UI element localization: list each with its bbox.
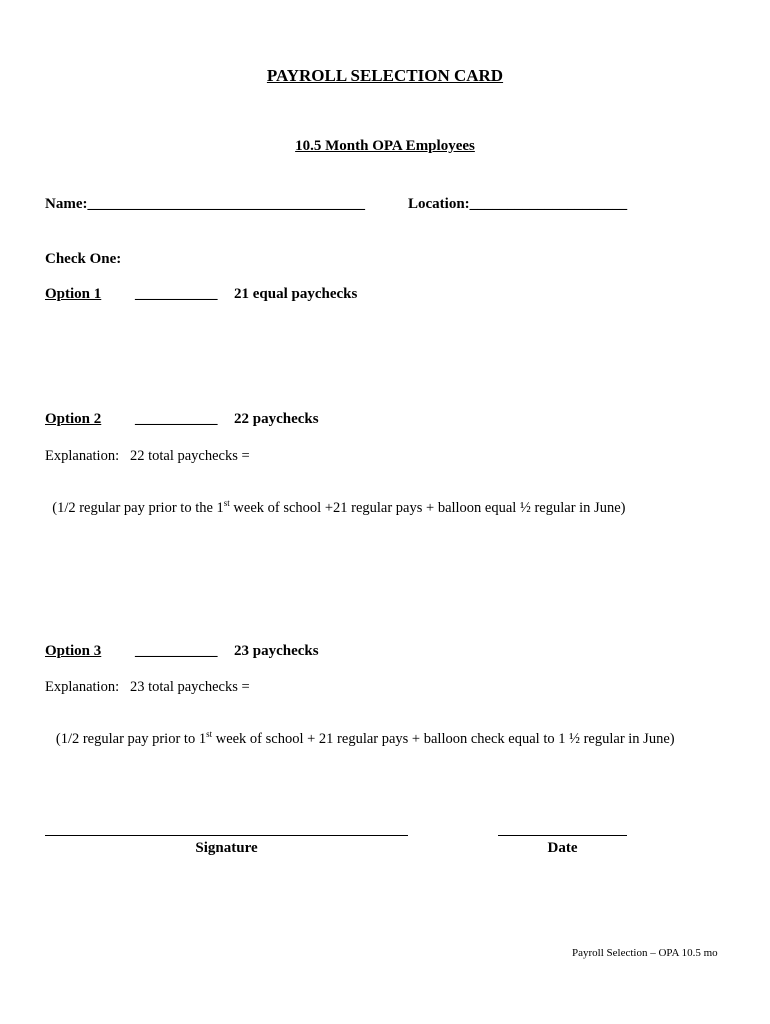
option-3-detail-pre: (1/2 regular pay prior to 1: [52, 731, 207, 747]
option-3-checkbox-blank[interactable]: ___________: [135, 643, 218, 659]
option-2-detail-pre: (1/2 regular pay prior to the 1: [52, 500, 224, 516]
option-1-text: 21 equal paychecks: [234, 286, 358, 302]
location-field[interactable]: [408, 196, 627, 213]
name-field[interactable]: [45, 196, 365, 213]
option-1-checkbox-blank[interactable]: ___________: [135, 286, 218, 302]
option-3-detail: [45, 714, 675, 748]
location-label: Location:: [408, 196, 470, 212]
date-line[interactable]: [498, 835, 627, 836]
signature-line[interactable]: [45, 835, 408, 836]
option-2-detail-sup: st: [223, 498, 230, 509]
page-subtitle: 10.5 Month OPA Employees: [295, 138, 475, 154]
check-one-label: Check One:: [45, 251, 122, 267]
option-2-explanation: Explanation: 22 total paychecks =: [45, 448, 250, 464]
option-2-label: Option 2: [45, 411, 102, 427]
option-2-detail-post: week of school +21 regular pays + balloon equal ½ regular in June): [229, 500, 626, 516]
option-2-checkbox-blank[interactable]: ___________: [135, 411, 218, 427]
date-label: Date: [547, 840, 578, 856]
option-1-label: Option 1: [45, 286, 102, 302]
option-3-detail-sup: st: [206, 729, 213, 740]
name-label: Name:: [45, 196, 88, 212]
option-2-text: 22 paychecks: [234, 411, 319, 427]
signature-label: Signature: [195, 840, 258, 856]
page-footer: Payroll Selection – OPA 10.5 mo: [572, 947, 718, 959]
option-3-explanation: Explanation: 23 total paychecks =: [45, 679, 250, 695]
page-title: PAYROLL SELECTION CARD: [266, 66, 504, 85]
location-blank[interactable]: _____________________: [469, 196, 628, 212]
option-2-detail: [45, 483, 625, 517]
name-blank[interactable]: _____________________________________: [87, 196, 365, 212]
option-3-detail-post: week of school + 21 regular pays + balloon check equal to 1 ½ regular in June): [212, 731, 675, 747]
option-3-label: Option 3: [45, 643, 102, 659]
option-3-text: 23 paychecks: [234, 643, 319, 659]
